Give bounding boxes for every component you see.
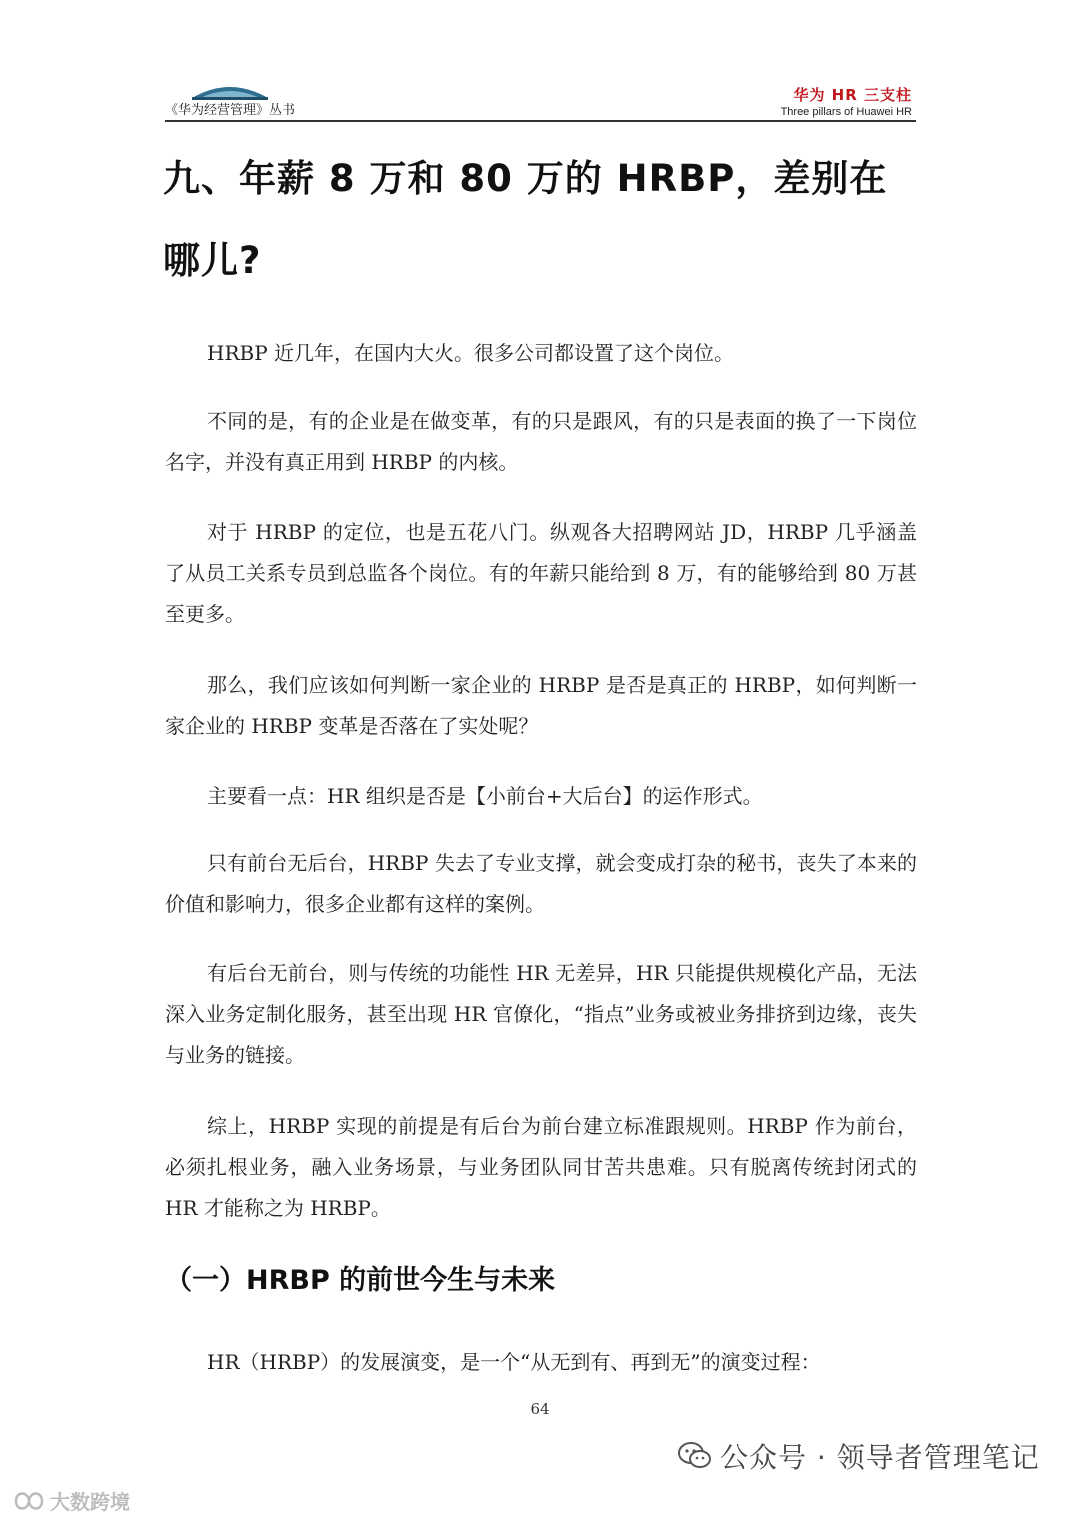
paragraph: 有后台无前台，则与传统的功能性 HR 无差异，HR 只能提供规模化产品，无法深入业务定制化服务，甚至出现 HR 官僚化，“指点”业务或被业务排挤到边缘，丧失与业务的链接。 xyxy=(165,961,917,1067)
paragraph: 不同的是，有的企业是在做变革，有的只是跟风，有的只是表面的换了一下岗位名字，并没有真正用到 HRBP 的内核。 xyxy=(165,409,917,474)
paragraph: 主要看一点：HR 组织是否是【小前台+大后台】的运作形式。 xyxy=(207,784,763,808)
corner-watermark xyxy=(12,1486,130,1515)
paragraph: 对于 HRBP 的定位，也是五花八门。纵观各大招聘网站 JD，HRBP 几乎涵盖了从员工关系专员到总监各个岗位。有的年薪只能给到 8 万，有的能够给到 80 万甚至更多。 xyxy=(165,520,917,626)
page-title: 九、年薪 8 万和 80 万的 HRBP，差别在哪儿? xyxy=(163,157,888,282)
paragraph: 综上，HRBP 实现的前提是有后台为前台建立标准跟规则。HRBP 作为前台，必须扎根业务，融入业务场景，与业务团队同甘苦共患难。只有脱离传统封闭式的 HR 才能称之为 HRBP。 xyxy=(165,1114,917,1220)
paragraph: 只有前台无后台，HRBP 失去了专业支撑，就会变成打杂的秘书，丧失了本来的价值和影响力，很多企业都有这样的案例。 xyxy=(165,851,917,916)
series-title: 《华为经营管理》丛书 xyxy=(165,103,296,118)
brand-title: 华为 HR 三支柱 xyxy=(793,86,912,104)
section-intro: HR（HRBP）的发展演变，是一个“从无到有、再到无”的演变过程： xyxy=(207,1350,821,1374)
page-number: 64 xyxy=(530,1400,550,1418)
section-title: （一）HRBP 的前世今生与未来 xyxy=(165,1265,556,1296)
wechat-watermark-text: 公众号 · 领导者管理笔记 xyxy=(720,1441,1040,1474)
paragraph: HRBP 近几年，在国内大火。很多公司都设置了这个岗位。 xyxy=(207,341,735,365)
wechat-watermark xyxy=(678,1436,1040,1476)
brand-logo-icon xyxy=(12,1489,46,1513)
brand-subtitle: Three pillars of Huawei HR xyxy=(780,106,912,118)
paragraph: 那么，我们应该如何判断一家企业的 HRBP 是否是真正的 HRBP，如何判断一家企业的 HRBP 变革是否落在了实处呢？ xyxy=(165,673,917,738)
wechat-icon xyxy=(678,1441,712,1471)
header-divider xyxy=(165,120,916,122)
corner-watermark-text: 大数跨境 xyxy=(50,1490,130,1514)
brand-block xyxy=(781,84,912,118)
